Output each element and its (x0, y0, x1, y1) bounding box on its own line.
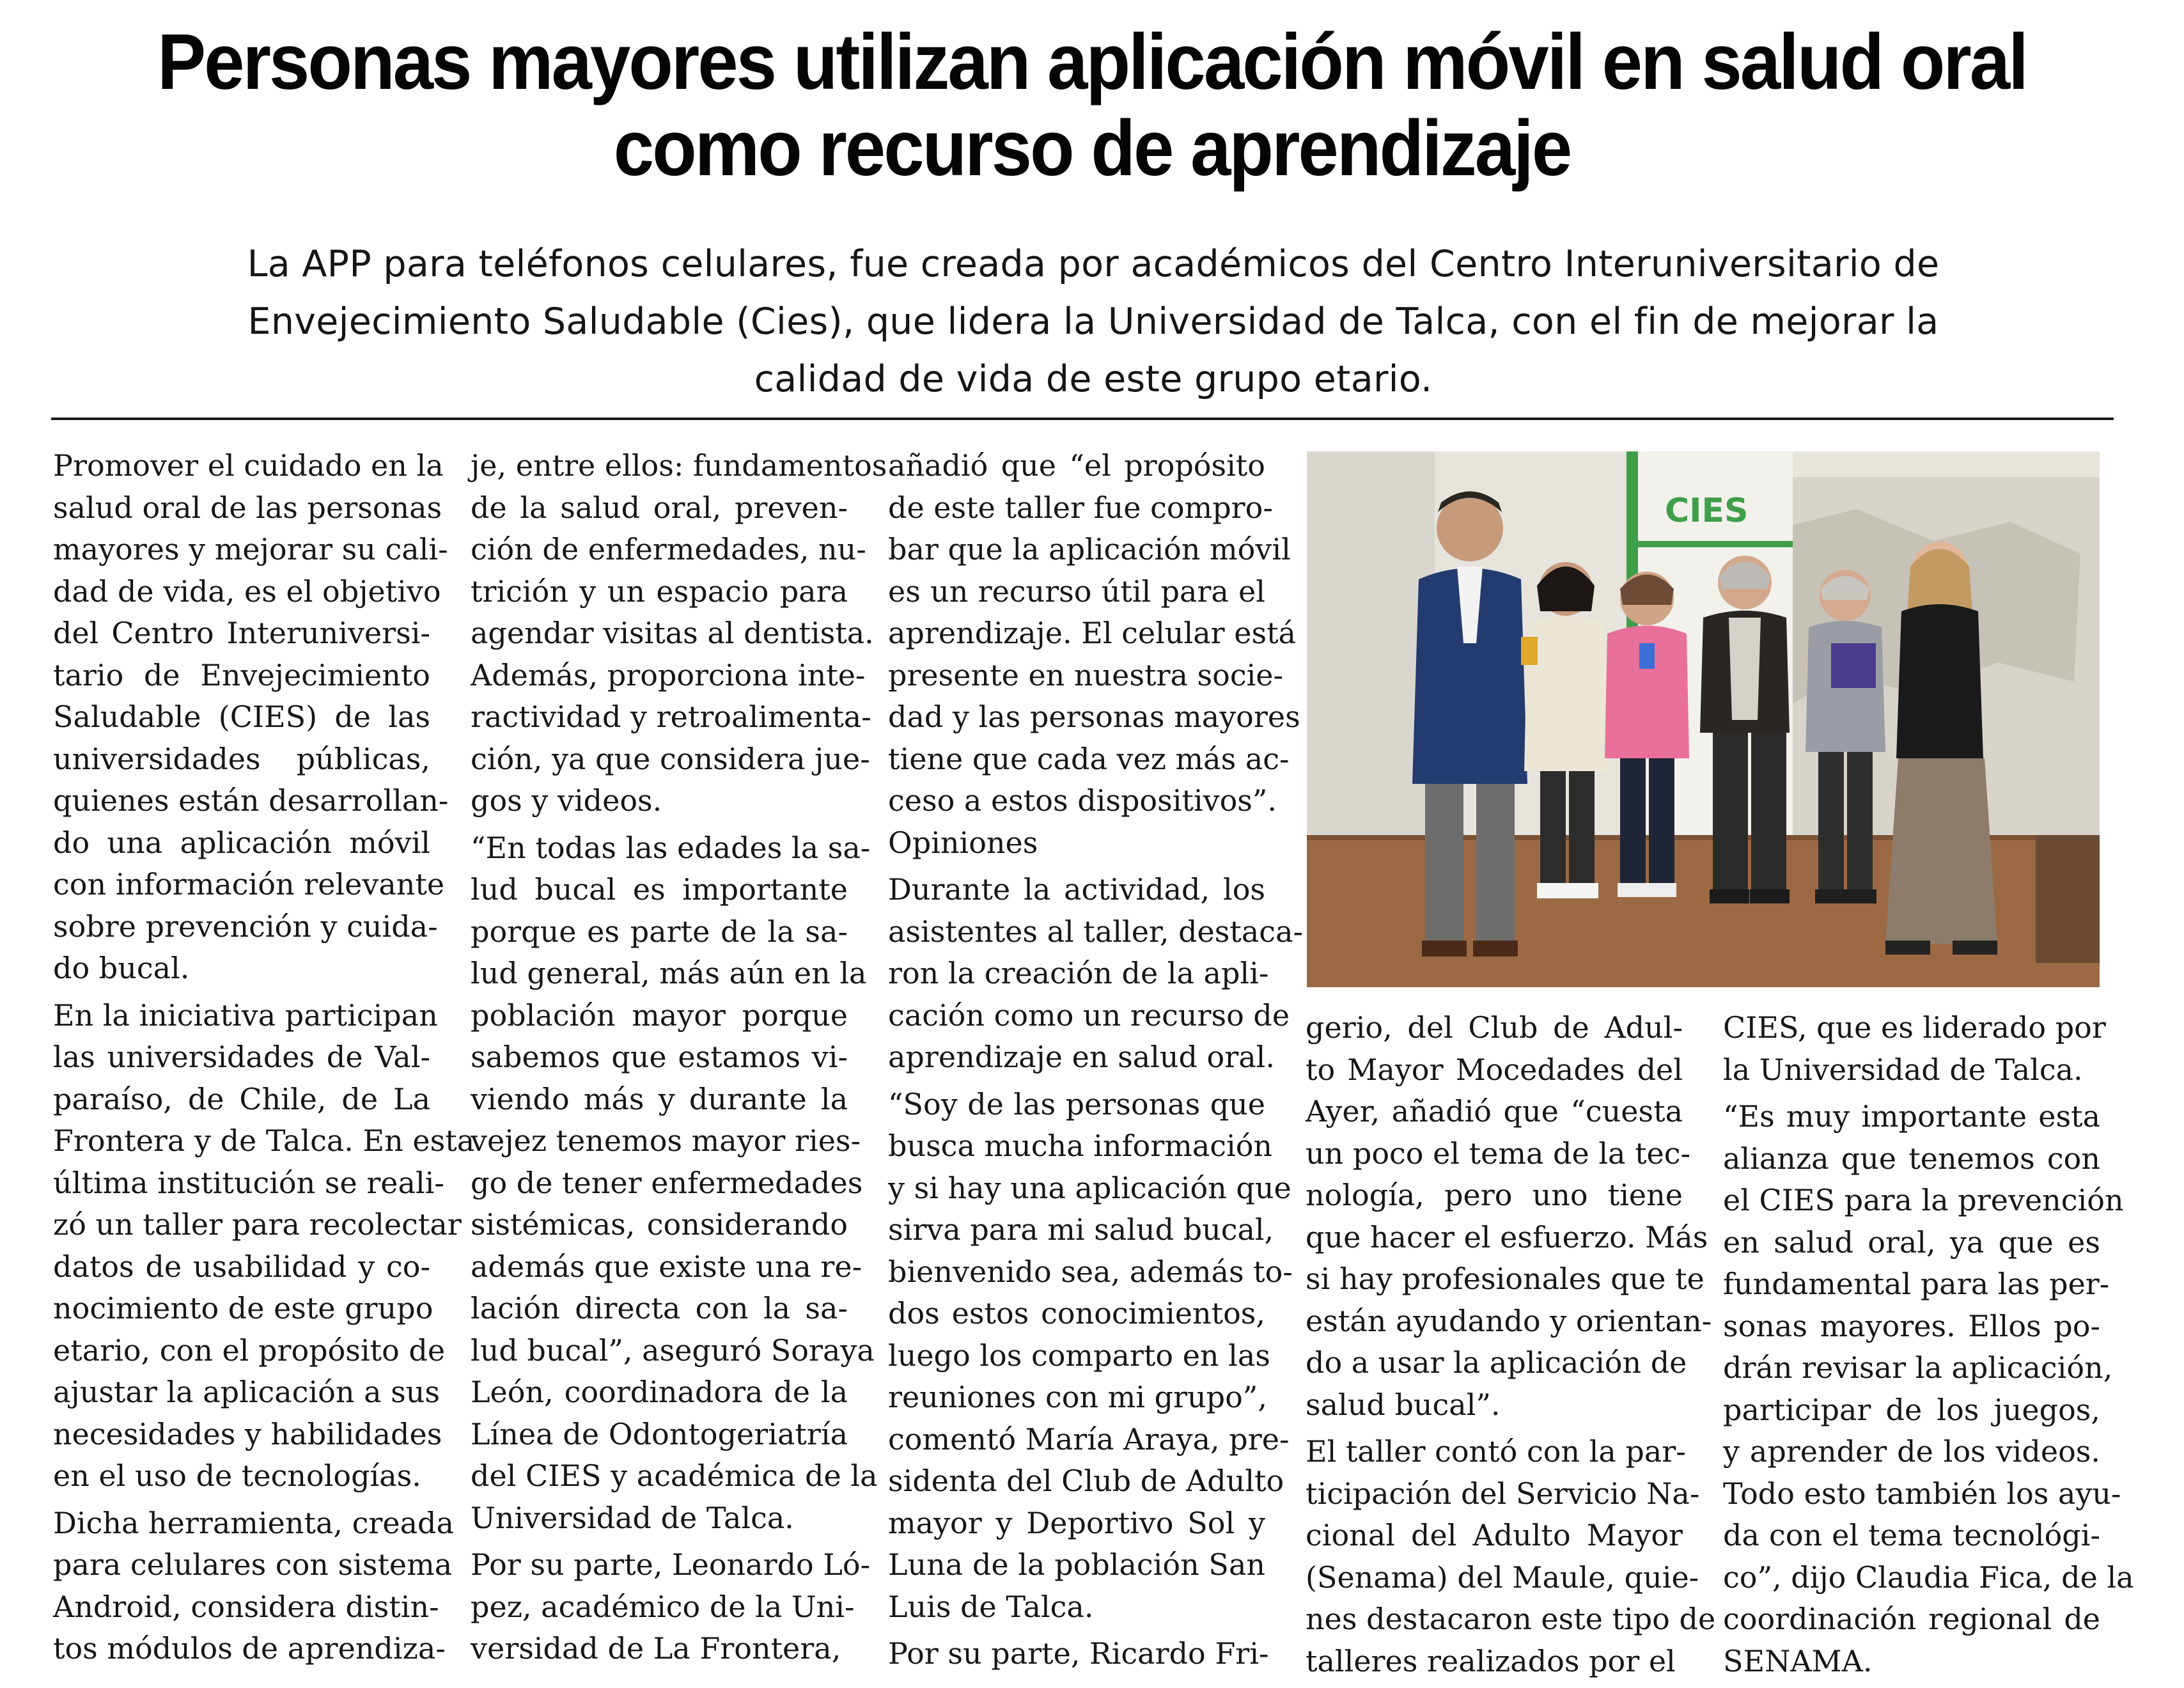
text-line: do a usar la aplicación de (1306, 1345, 1687, 1380)
article-paragraph (471, 827, 878, 1540)
text-line: mayor y Deportivo Sol y (888, 1505, 1265, 1540)
text-line: Promover el cuidado en la (53, 448, 444, 483)
article-paragraph (888, 445, 1300, 822)
text-line: ción de enfermedades, nu- (471, 532, 866, 567)
text-line: (Senama) del Maule, quie- (1306, 1559, 1699, 1595)
text-line: gerio, del Club de Adul- (1306, 1010, 1683, 1045)
text-line: Durante la actividad, los (888, 872, 1265, 907)
text-line: del Centro Interuniversi- (53, 616, 430, 650)
text-line: sistémicas, considerando (471, 1207, 848, 1242)
text-line: vejez tenemos mayor ries- (471, 1123, 861, 1158)
text-line: en salud oral, ya que es (1723, 1224, 2100, 1260)
group-photo-illustration (1307, 451, 2100, 987)
body-column-5 (1723, 1007, 2134, 1682)
text-line: León, coordinadora de la (471, 1375, 848, 1409)
body-column-3-top (888, 445, 1300, 822)
text-line: Por su parte, Leonardo Ló- (471, 1547, 871, 1582)
text-line: alianza que tenemos con (1723, 1141, 2100, 1176)
text-line: universidades públicas, (53, 741, 430, 776)
text-line: mayores y mejorar su cali- (53, 532, 448, 567)
text-line: están ayudando y orientan- (1306, 1303, 1712, 1338)
text-line: Línea de Odontogeriatría (471, 1416, 848, 1451)
text-line: bienvenido sea, además to- (888, 1254, 1293, 1289)
text-line: Luis de Talca. (888, 1589, 1094, 1624)
text-line: Frontera y de Talca. En esta (53, 1123, 475, 1158)
text-line: ceso a estos dispositivos”. (888, 783, 1277, 818)
text-line: “Es muy importante esta (1723, 1099, 2100, 1134)
text-line: co”, dijo Claudia Fica, de la (1723, 1559, 2134, 1595)
text-line: aprendizaje. El celular está (888, 616, 1296, 650)
section-subtitle-opiniones: Opiniones (888, 825, 1038, 860)
text-line: salud oral de las personas (53, 490, 442, 525)
text-line: salud bucal”. (1306, 1387, 1501, 1422)
subhead-line-3: calidad de vida de este grupo etario. (754, 358, 1433, 400)
text-line: fundamental para las per- (1723, 1267, 2110, 1301)
text-line: ron la creación de la apli- (888, 956, 1269, 990)
text-line: Además, proporciona inte- (471, 657, 866, 692)
text-line: nocimiento de este grupo (53, 1291, 433, 1325)
article-paragraph (53, 445, 449, 990)
text-line: y aprender de los videos. (1723, 1434, 2100, 1469)
text-line: que hacer el esfuerzo. Más (1306, 1219, 1708, 1254)
article-paragraph (471, 1544, 871, 1670)
text-line: ción, ya que considera jue- (471, 741, 870, 776)
text-line: cional del Adulto Mayor (1306, 1518, 1683, 1552)
text-line: población mayor porque (471, 997, 848, 1033)
text-line: asistentes al taller, destaca- (888, 914, 1304, 949)
text-line: presente en nuestra socie- (888, 657, 1284, 692)
text-line: de este taller fue compro- (888, 490, 1273, 525)
photo-cabinet (2036, 835, 2100, 963)
header-divider (51, 418, 2114, 420)
text-line: CIES, que es liderado por (1723, 1010, 2106, 1045)
text-line: sabemos que estamos vi- (471, 1040, 848, 1074)
body-column-3 (888, 445, 1304, 1675)
text-line: ractividad y retroalimenta- (471, 699, 871, 734)
text-line: nes destacaron este tipo de (1306, 1602, 1716, 1636)
text-line: ajustar la aplicación a sus (53, 1375, 440, 1409)
text-line: busca mucha información (888, 1129, 1273, 1163)
text-line: coordinación regional de (1723, 1602, 2100, 1636)
article-paragraph (888, 1084, 1293, 1629)
text-line: las universidades de Val- (53, 1040, 430, 1074)
article-paragraph (1306, 1007, 1712, 1426)
text-line: quienes están desarrollan- (53, 783, 449, 818)
text-line: paraíso, de Chile, de La (53, 1081, 430, 1116)
text-line: pez, académico de la Uni- (471, 1589, 855, 1624)
text-line: go de tener enfermedades (471, 1165, 863, 1200)
text-line: en el uso de tecnologías. (53, 1458, 421, 1493)
text-line: El taller contó con la par- (1306, 1434, 1686, 1469)
text-line: zó un taller para recolectar (53, 1207, 462, 1242)
text-line: y si hay una aplicación que (888, 1170, 1291, 1205)
text-line: además que existe una re- (471, 1249, 862, 1284)
text-line: añadió que “el propósito (888, 448, 1265, 483)
text-line: nología, pero uno tiene (1306, 1178, 1683, 1212)
text-line: to Mayor Mocedades del (1306, 1052, 1683, 1087)
text-line: versidad de La Frontera, (471, 1631, 841, 1666)
text-line: es un recurso útil para el (888, 574, 1265, 609)
text-line: gos y videos. (471, 783, 662, 818)
text-line: sidenta del Club de Adulto (888, 1464, 1284, 1498)
article-paragraph (471, 445, 887, 822)
text-line: lud bucal es importante (471, 872, 848, 907)
text-line: viendo más y durante la (471, 1081, 848, 1116)
text-line: comentó María Araya, pre- (888, 1421, 1290, 1457)
text-line: “Soy de las personas que (888, 1086, 1265, 1121)
article-paragraph (53, 995, 475, 1497)
article-subheadline (147, 235, 2040, 408)
text-line: para celulares con sistema (53, 1547, 453, 1582)
article-paragraph (1723, 1096, 2134, 1682)
text-line: trición y un espacio para (471, 574, 848, 609)
text-line: necesidades y habilidades (53, 1416, 442, 1451)
photo-banner-stripe (1626, 541, 1793, 547)
text-line: lud general, más aún en la (471, 956, 867, 990)
text-line: da con el tema tecnológi- (1723, 1518, 2100, 1552)
body-column-2 (471, 445, 887, 1670)
text-line: lud bucal”, aseguró Soraya (471, 1332, 875, 1368)
text-line: etario, con el propósito de (53, 1332, 446, 1368)
text-line: agendar visitas al dentista. (471, 616, 874, 650)
headline-line-1: Personas mayores utilizan aplicación móvil en salud oral (157, 18, 2027, 107)
text-line: dad de vida, es el objetivo (53, 574, 441, 609)
text-line: bar que la aplicación móvil (888, 532, 1291, 567)
text-line: participar de los juegos, (1723, 1392, 2100, 1427)
text-line: última institución se reali- (53, 1165, 444, 1200)
text-line: sonas mayores. Ellos po- (1723, 1308, 2100, 1343)
text-line: aprendizaje en salud oral. (888, 1040, 1275, 1074)
text-line: un poco el tema de la tec- (1306, 1136, 1691, 1171)
article-photo (1307, 451, 2100, 987)
text-line: si hay profesionales que te (1306, 1262, 1704, 1296)
text-line: sobre prevención y cuida- (53, 909, 438, 944)
text-line: sirva para mi salud bucal, (888, 1212, 1274, 1247)
text-line: Android, considera distin- (53, 1589, 439, 1624)
text-line: dos estos conocimientos, (888, 1296, 1265, 1331)
text-line: porque es parte de la sa- (471, 914, 848, 949)
article-paragraph (1306, 1431, 1716, 1682)
text-line: drán revisar la aplicación, (1723, 1350, 2113, 1385)
body-column-3-bottom (888, 869, 1304, 1675)
subhead-line-2: Envejecimiento Saludable (Cies), que lidera la Universidad de Talca, con el fin de mejorar la (247, 301, 1939, 343)
text-line: Luna de la población San (888, 1547, 1265, 1582)
text-line: tario de Envejecimiento (53, 657, 430, 692)
text-line: SENAMA. (1723, 1643, 1873, 1678)
article-paragraph (1723, 1007, 2106, 1091)
article-paragraph (888, 869, 1304, 1079)
text-line: de la salud oral, preven- (471, 490, 848, 525)
headline-line-2: como recurso de aprendizaje (613, 104, 1571, 193)
text-line: do bucal. (53, 951, 190, 985)
text-line: je, entre ellos: fundamentos (471, 448, 887, 483)
body-column-1 (53, 445, 475, 1670)
text-line: lación directa con la sa- (471, 1291, 848, 1325)
text-line: del CIES y académica de la (471, 1458, 878, 1493)
text-line: el CIES para la prevención (1723, 1183, 2124, 1217)
text-line: luego los comparto en las (888, 1338, 1270, 1373)
text-line: cación como un recurso de (888, 997, 1290, 1033)
text-line: reuniones con mi grupo”, (888, 1380, 1267, 1414)
article-paragraph (888, 1633, 1269, 1675)
text-line: dad y las personas mayores (888, 699, 1300, 734)
subhead-line-1: La APP para teléfonos celulares, fue creada por académicos del Centro Interuniversitario de (247, 243, 1940, 285)
text-line: datos de usabilidad y co- (53, 1249, 430, 1284)
text-line: Por su parte, Ricardo Fri- (888, 1636, 1269, 1671)
text-line: talleres realizados por el (1306, 1643, 1676, 1678)
body-column-4 (1306, 1007, 1716, 1682)
text-line: do una aplicación móvil (53, 825, 430, 860)
text-line: Todo esto también los ayu- (1723, 1476, 2121, 1511)
text-line: Dicha herramienta, creada (53, 1505, 454, 1540)
text-line: Universidad de Talca. (471, 1500, 794, 1535)
text-line: Saludable (CIES) de las (53, 699, 430, 734)
text-line: tos módulos de aprendiza- (53, 1631, 446, 1666)
text-line: En la iniciativa participan (53, 997, 438, 1033)
text-line: la Universidad de Talca. (1723, 1052, 2083, 1087)
article-paragraph (53, 1503, 454, 1670)
text-line: ticipación del Servicio Na- (1306, 1476, 1700, 1511)
text-line: con información relevante (53, 867, 445, 902)
text-line: “En todas las edades la sa- (471, 830, 871, 865)
text-line: tiene que cada vez más ac- (888, 741, 1290, 776)
text-line: Ayer, añadió que “cuesta (1306, 1094, 1683, 1129)
article-headline (38, 19, 2146, 192)
photo-banner-text: CIES (1665, 492, 1749, 530)
